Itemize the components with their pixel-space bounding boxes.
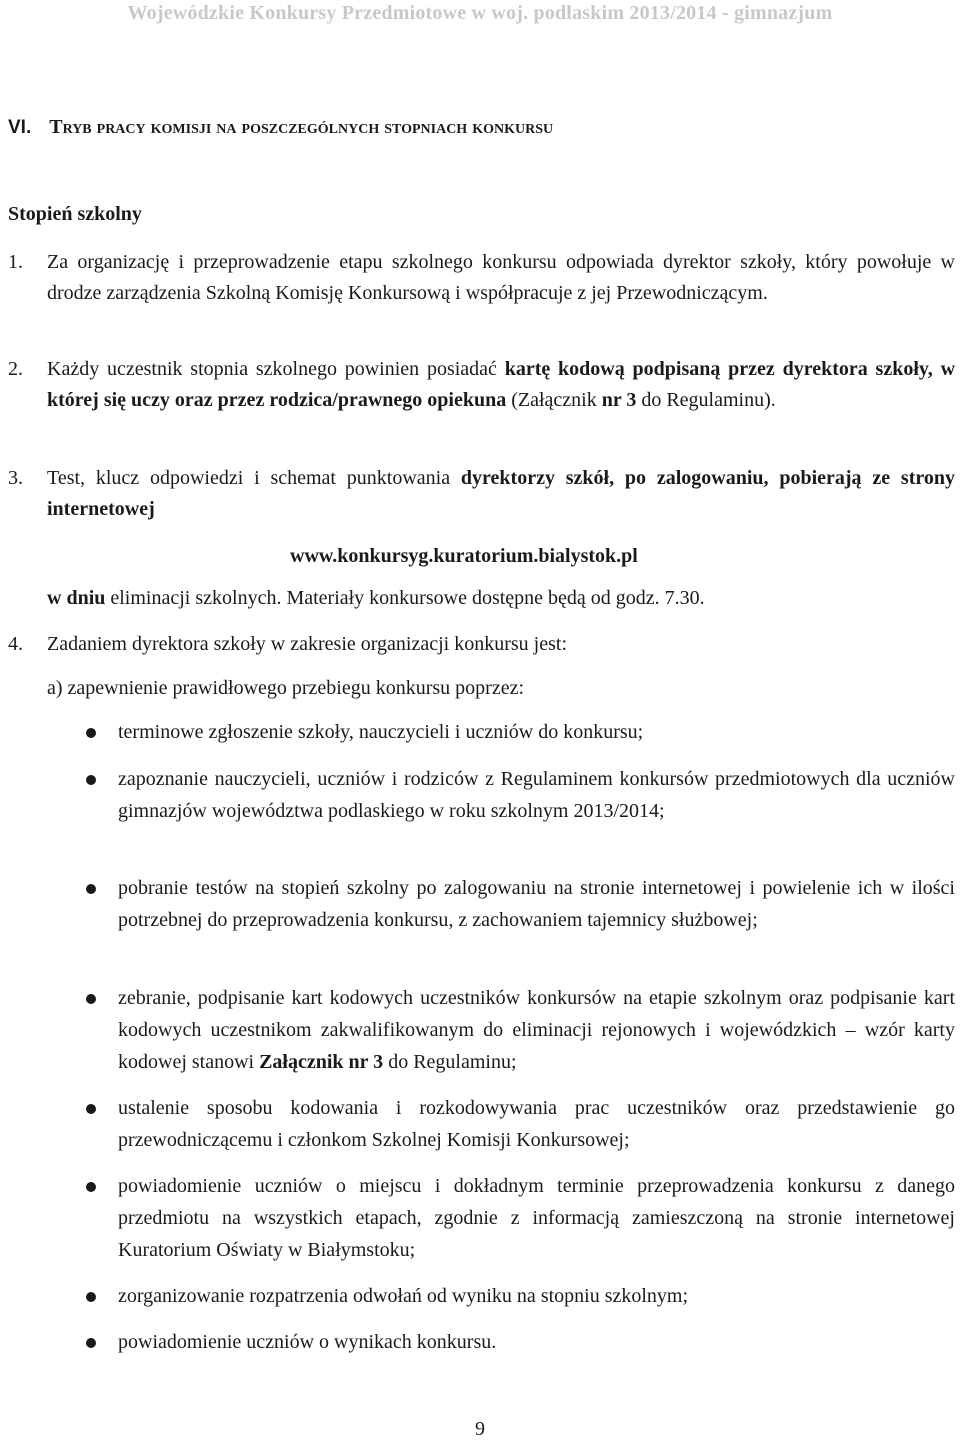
paragraph-2-text-1: Każdy uczestnik stopnia szkolnego powinien posiadać bbox=[47, 358, 505, 380]
paragraph-number-4: 4. bbox=[8, 633, 23, 655]
section-heading bbox=[8, 116, 553, 139]
paragraph-number-2: 2. bbox=[8, 358, 23, 380]
bullet-dot-3 bbox=[86, 884, 96, 894]
paragraph-3-bold-1: dyrektorzy szkół, po zalogowaniu, pobierają ze strony internetowej bbox=[47, 467, 955, 520]
bullet-item-2: zapoznanie nauczycieli, uczniów i rodziców z Regulaminem konkursów przedmiotowych dla uczniów gimnazjów województwa podlaskiego w roku szkolnym 2013/2014; bbox=[118, 768, 955, 822]
paragraph-2 bbox=[47, 354, 955, 416]
bullet-item-6: powiadomienie uczniów o miejscu i dokładnym terminie przeprowadzenia konkursu z danego przedmiotu na wszystkich etapach, zgodnie z informacją zamieszczoną na stronie internetowej Kuratorium Oświaty w Białymstoku; bbox=[118, 1175, 955, 1261]
subheading: Stopień szkolny bbox=[8, 203, 142, 225]
page-number: 9 bbox=[475, 1418, 485, 1440]
bullet-item-7: zorganizowanie rozpatrzenia odwołań od wyniku na stopniu szkolnym; bbox=[118, 1285, 689, 1307]
bullet-item-8: powiadomienie uczniów o wynikach konkursu. bbox=[118, 1331, 497, 1353]
paragraph-2-text-2: (Załącznik bbox=[506, 389, 602, 411]
running-header: Wojewódzkie Konkursy Przedmiotowe w woj. podlaskim 2013/2014 - gimnazjum bbox=[127, 2, 833, 24]
paragraph-3-text-1: Test, klucz odpowiedzi i schemat punktowania bbox=[47, 467, 461, 489]
bullet-dot-8 bbox=[86, 1338, 96, 1348]
bullet-dot-5 bbox=[86, 1104, 96, 1114]
section-title: Tryb pracy komisji na poszczególnych stopniach konkursu bbox=[49, 116, 554, 138]
bullet-dot-4 bbox=[86, 994, 96, 1004]
paragraph-2-bold-1: kartę kodową podpisaną przez dyrektora szkoły, w której się uczy oraz przez rodzica/prawnego opiekuna bbox=[47, 358, 956, 411]
bullet-4-text-1: zebranie, podpisanie kart kodowych uczestników konkursów na etapie szkolnym oraz podpisanie kart kodowych uczestnikom zakwalifikowanym do eliminacji rejonowych i wojewódzkich – wzór karty kodowej stanowi bbox=[118, 987, 955, 1073]
section-number: VI. bbox=[8, 117, 32, 138]
paragraph-number-3: 3. bbox=[8, 467, 23, 489]
bullet-item-5: ustalenie sposobu kodowania i rozkodowywania prac uczestników oraz przedstawienie go przewodniczącemu i członkom Szkolnej Komisji Konkursowej; bbox=[118, 1097, 955, 1151]
bullet-dot-6 bbox=[86, 1182, 96, 1192]
bullet-item-3: pobranie testów na stopień szkolny po zalogowaniu na stronie internetowej i powielenie ich w ilości potrzebnej do przeprowadzenia konkursu, z zachowaniem tajemnicy służbowej; bbox=[118, 877, 955, 931]
paragraph-2-bold-2: nr 3 bbox=[601, 389, 637, 411]
bullet-4-text-2: do Regulaminu; bbox=[383, 1051, 517, 1073]
paragraph-4: Zadaniem dyrektora szkoły w zakresie organizacji konkursu jest: bbox=[47, 633, 568, 655]
paragraph-number-1: 1. bbox=[8, 251, 23, 273]
paragraph-1: Za organizację i przeprowadzenie etapu szkolnego konkursu odpowiada dyrektor szkoły, który powołuje w drodze zarządzenia Szkolną Komisję Konkursową i współpracuje z jej Przewodniczącym. bbox=[47, 251, 955, 304]
bullet-dot-7 bbox=[86, 1292, 96, 1302]
website-url: www.konkursyg.kuratorium.bialystok.pl bbox=[290, 545, 638, 567]
bullet-dot-1 bbox=[86, 728, 96, 738]
paragraph-3-text-2: eliminacji szkolnych. Materiały konkursowe dostępne będą od godz. 7.30. bbox=[105, 587, 705, 609]
subitem-a: a) zapewnienie prawidłowego przebiegu konkursu poprzez: bbox=[47, 677, 525, 699]
bullet-item-1: terminowe zgłoszenie szkoły, nauczycieli i uczniów do konkursu; bbox=[118, 721, 644, 743]
paragraph-2-text-3: do Regulaminu). bbox=[636, 389, 776, 411]
bullet-dot-2 bbox=[86, 775, 96, 785]
paragraph-3-line-3 bbox=[47, 583, 705, 614]
bullet-4-bold: Załącznik nr 3 bbox=[259, 1051, 384, 1073]
paragraph-3-bold-2: w dniu bbox=[47, 587, 106, 609]
paragraph-3 bbox=[47, 463, 955, 525]
bullet-item-4 bbox=[118, 982, 955, 1078]
